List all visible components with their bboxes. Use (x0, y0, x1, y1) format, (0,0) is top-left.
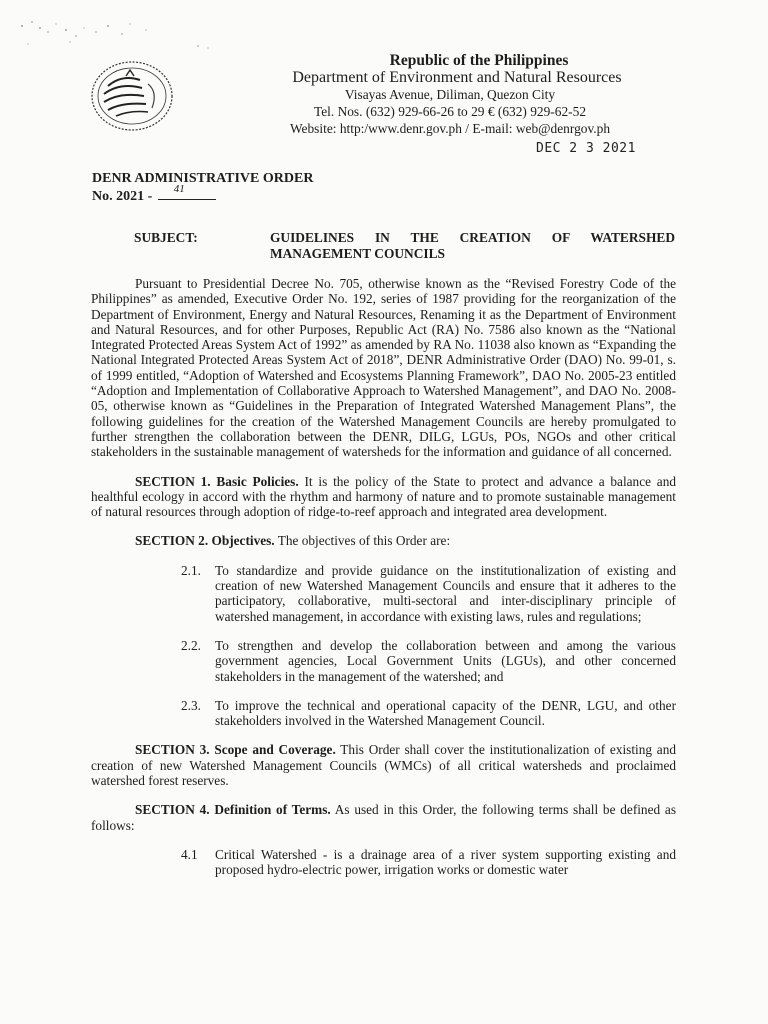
letterhead-department: Department of Environment and Natural Resources (292, 69, 622, 86)
order-number-blank (158, 183, 216, 200)
document-body (91, 276, 676, 878)
section-1-heading: SECTION 1. Basic Policies. (135, 473, 299, 489)
order-number-prefix: No. 2021 - (92, 189, 153, 204)
section-4-text: As used in this Order, the following terms shall be defined as follows: (91, 802, 676, 833)
section-4-heading: SECTION 4. Definition of Terms. (135, 802, 331, 818)
section-3-text: This Order shall cover the institutionalization of existing and creation of new Watershed Management Councils (WMCs) of all critical watersheds and proclaimed watershed forest reserves. (91, 742, 676, 789)
section-2 (91, 533, 676, 548)
objective-item (181, 562, 676, 624)
section-2-text: The objectives of this Order are: (274, 533, 451, 549)
date-stamp: DEC 2 3 2021 (536, 141, 636, 156)
definition-item (181, 846, 676, 878)
section-1 (91, 474, 676, 520)
denr-seal-icon (86, 56, 182, 136)
objective-number: 2.3. (181, 697, 201, 713)
definition-number: 4.1 (181, 846, 198, 862)
letterhead-address: Visayas Avenue, Diliman, Quezon City (344, 87, 556, 102)
letterhead (230, 52, 670, 137)
order-number (92, 183, 313, 205)
objective-text: To strengthen and develop the collaboration between and among the various government agencies, Local Government Units (LGUs), and other concerned stakeholders in the management of the watershed; and (215, 637, 676, 684)
scan-specks-icon (18, 18, 218, 58)
objective-number: 2.1. (181, 562, 201, 578)
order-title: DENR ADMINISTRATIVE ORDER (92, 171, 314, 186)
section-2-heading: SECTION 2. Objectives. (135, 533, 275, 549)
letterhead-republic: Republic of the Philippines (389, 52, 569, 69)
letterhead-website: Website: http:/www.denr.gov.ph / E-mail: web@denrgov.ph (289, 121, 611, 136)
letterhead-tel: Tel. Nos. (632) 929-66-26 to 29 € (632) 929-62-52 (313, 104, 587, 119)
section-3 (91, 742, 676, 788)
preamble-paragraph: Pursuant to Presidential Decree No. 705, otherwise known as the “Revised Forestry Code of the Philippines” as amended, Executive Order No. 192, series of 1987 providing for the reorganization of the Department of Environment, Energy and Natural Resources, Renaming it as the Department of Environment and Natural Resources, and for other Purposes, Republic Act (RA) No. 7586 also known as the “National Integrated Protected Areas System Act of 1992” as amended by RA No. 11038 also known as “Expanding the National Integrated Protected Areas System Act of 2018”, DENR Administrative Order (DAO) No. 99-01, s. of 1999 entitled, “Adoption of Watershed and Ecosystems Planning Framework”, DAO No. 2005-23 entitled “Adoption and Implementation of Collaborative Approach to Watershed Management”, and DAO No. 2008-05, otherwise known as “Guidelines in the Preparation of Integrated Watershed Management Plans”, the following guidelines for the creation of the Watershed Management Councils are hereby promulgated to further strengthen the collaboration between the DENR, DILG, LGUs, POs, NGOs and other critical stakeholders in the sustainable management of watersheds for the information and guidance of all concerned. (91, 276, 676, 460)
order-number-handwritten: 41 (173, 183, 185, 195)
subject-label: SUBJECT: (134, 230, 198, 245)
section-3-heading: SECTION 3. Scope and Coverage. (135, 742, 336, 758)
objective-number: 2.2. (181, 637, 201, 653)
order-heading (92, 171, 313, 205)
section-1-text: It is the policy of the State to protect and advance a balance and healthful ecology in accord with the rhythm and harmony of nature and to promote sustainable management of natural resources through adoption of ridge-to-reef approach and integrated area development. (91, 473, 676, 520)
objective-item (181, 637, 676, 684)
subject-text: GUIDELINES IN THE CREATION OF WATERSHED MANAGEMENT COUNCILS (270, 230, 675, 261)
objective-text: To improve the technical and operational capacity of the DENR, LGU, and other stakeholders involved in the Watershed Management Council. (215, 697, 676, 729)
definition-text: Critical Watershed - is a drainage area of a river system supporting existing and proposed hydro-electric power, irrigation works or domestic water (215, 846, 676, 878)
section-4 (91, 802, 676, 833)
objective-item (181, 697, 676, 729)
objective-text: To standardize and provide guidance on the institutionalization of existing and creation of new Watershed Management Councils and ensure that it adheres to the participatory, collaborative, multi-sectoral and inter-disciplinary principle of watershed management, in accordance with existing laws, rules and regulations; (215, 562, 676, 624)
